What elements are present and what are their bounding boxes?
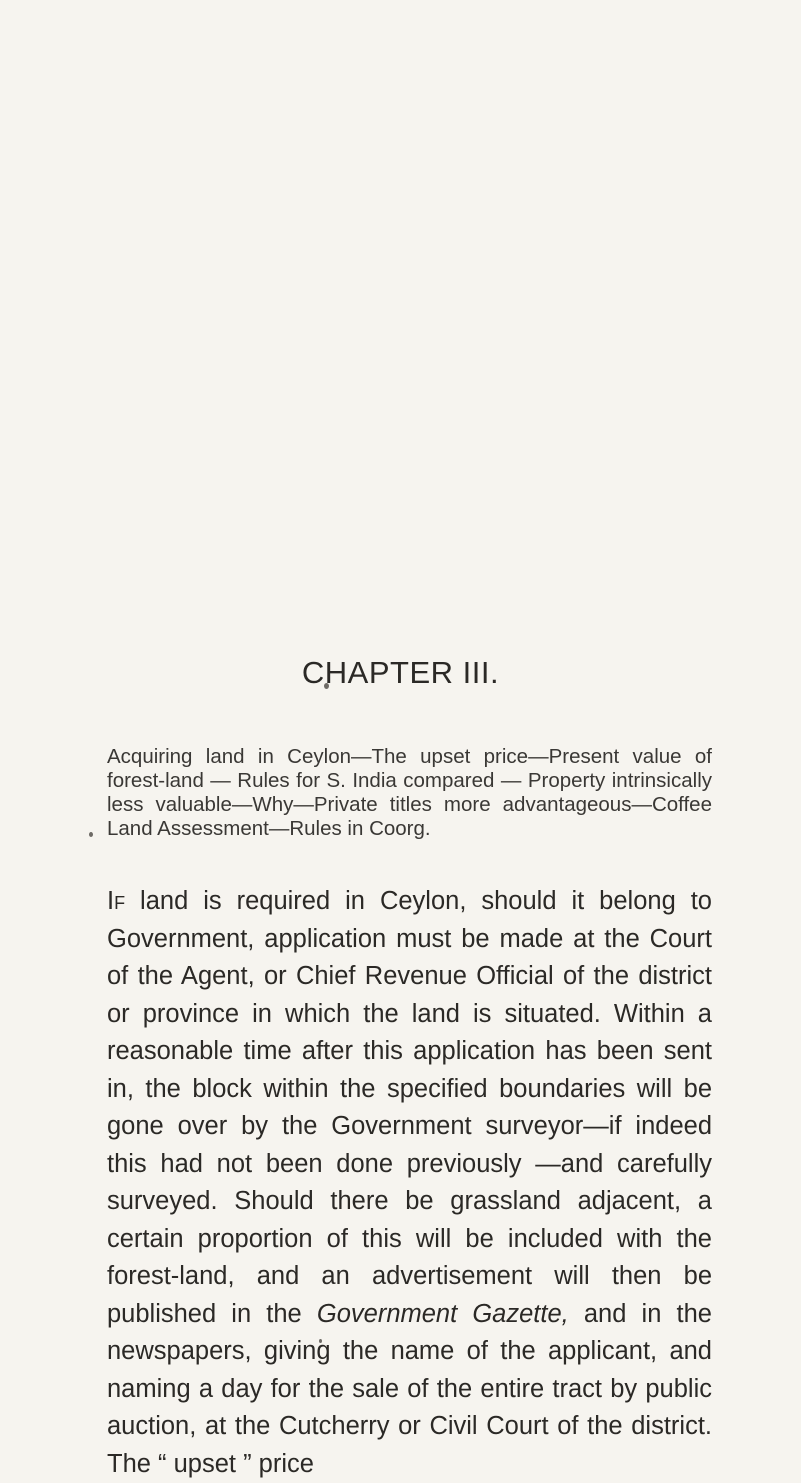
- opening-word: If: [107, 887, 126, 915]
- gazette-title: Government Gazette,: [316, 1299, 569, 1328]
- body-paragraph: [107, 883, 712, 1483]
- ink-speck: [89, 832, 93, 837]
- body-text-part-1: land is required in Ceylon, should it belong to Government, application must be made at the Court of the Agent, or Chief Revenue Official of the district or province in which the land is situated. Within a reasonable time after this application has been sent in, the block within the specified boundaries will be gone over by the Government surveyor—if indeed this had not been done previously —and carefully surveyed. Should there be grassland adjacent, a certain proportion of this will be included with the forest-land, and an advertisement will then be published in the: [107, 887, 712, 1328]
- chapter-summary: Acquiring land in Ceylon—The upset price—Present value of forest-land — Rules for S. India compared — Property intrinsically less valuable—Why—Private titles more advantageous—Coffee Land Assessment—Rules in Coorg.: [107, 745, 712, 840]
- body-text-part-2: and in the newspapers, giving the name of the applicant, and naming a day for the sale of the entire tract by public auction, at the Cutcherry or Civil Court of the district. The “ upset ” price: [107, 1299, 712, 1478]
- chapter-title: CHAPTER III.: [301, 655, 500, 690]
